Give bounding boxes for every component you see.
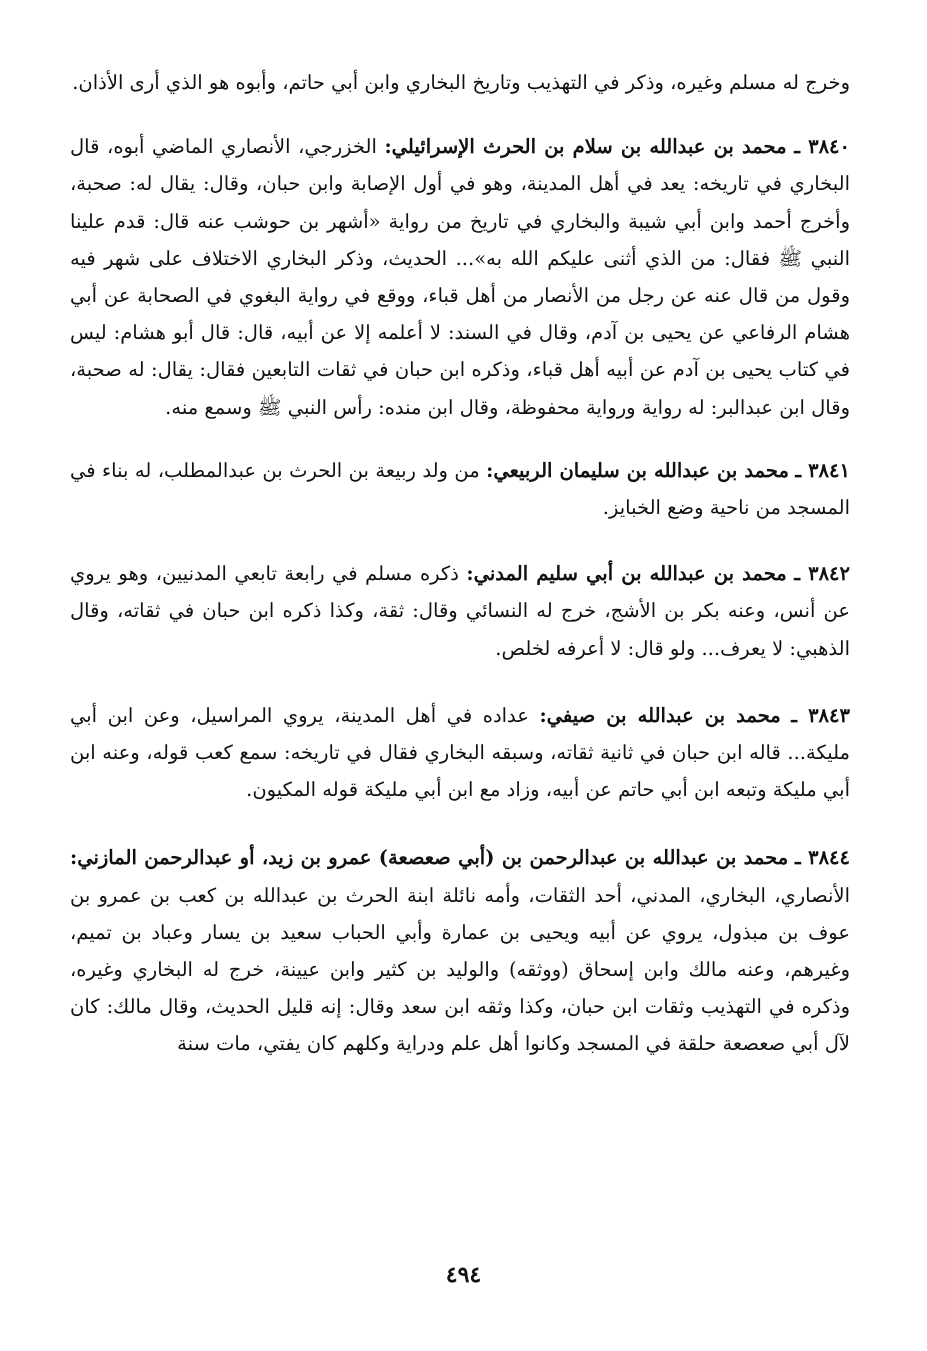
biography-entry-3841 [70,452,850,526]
entry-text: من ولد ربيعة بن الحرث بن عبدالمطلب، له بناء في المسجد من ناحية وضع الخبايز. [70,458,850,520]
biography-entry-3840 [70,128,850,426]
entry-name: محمد بن عبدالله بن سليمان الربيعي: [486,458,789,482]
entry-name: محمد بن عبدالله بن أبي سليم المدني: [466,562,787,586]
biography-entry-3842 [70,555,850,667]
entry-text: الأنصاري، البخاري، المدني، أحد الثقات، وأمه نائلة ابنة الحرث بن عبدالله بن كعب بن عمرو بن عوف بن مبذول، يروي عن أبيه ويحيى بن عمارة وأبي الحباب سعيد بن يسار وعباد بن تميم، وغيرهم، وعنه مالك وابن إسحاق (ووثقه) والوليد بن كثير وابن عيينة، خرج له البخاري وغيره، وذكره في التهذيب وثقات ابن حبان، وكذا وثقه ابن سعد وقال: إنه قليل الحديث، وقال مالك: كان لآل أبي صعصعة حلقة في المسجد وكانوا أهل علم ودراية وكلهم كان يفتي، مات سنة [70,883,850,1056]
entry-number: ٣٨٤٣ ـ [791,703,850,727]
entry-number: ٣٨٤٤ ـ [794,846,850,870]
entry-text: الخزرجي، الأنصاري الماضي أبوه، قال البخاري في تاريخه: يعد في أهل المدينة، وهو في أول الإصابة وابن حبان، وقال: يقال له: صحبة، وأخرج أحمد وابن أبي شيبة والبخاري في تاريخ من رواية «أشهر بن حوشب عنه قال: قدم علينا النبي ﷺ فقال: من الذي أثنى عليكم الله به»... الحديث، وذكر البخاري الاختلاف على شهر فيه وقول من قال عنه عن رجل من الأنصار من أهل قباء، ووقع في رواية البغوي في الصحابة عن أبي هشام الرفاعي عن يحيى بن آدم، وقال في السند: لا أعلمه إلا عن أبيه، قال: قال أبو هشام: ليس في كتاب يحيى بن آدم عن أبيه أهل قباء، وذكره ابن حبان في ثقات التابعين فقال: يقال: له صحبة، وقال ابن عبدالبر: له رواية ورواية محفوظة، وقال ابن منده: رأس النبي ﷺ وسمع منه. [70,135,850,419]
entry-text: عداده في أهل المدينة، يروي المراسيل، وعن ابن أبي مليكة... قاله ابن حبان في ثانية ثقاته، وسبقه البخاري فقال في تاريخه: سمع كعب قوله، وعنه ابن أبي مليكة وتبعه ابن أبي حاتم عن أبيه، وزاد مع ابن أبي مليكة قوله المكيون. [70,703,850,802]
page-body [70,64,850,1063]
page-number: ٤٩٤ [445,1262,482,1288]
entry-text: ذكره مسلم في رابعة تابعي المدنيين، وهو يروي عن أنس، وعنه بكر بن الأشج، خرج له النسائي وقال: ثقة، وكذا ذكره ابن حبان في ثقاته، وقال الذهبي: لا يعرف... ولو قال: لا أعرفه لخلص. [70,562,850,660]
entry-number: ٣٨٤٠ ـ [794,135,850,159]
entry-number: ٣٨٤١ ـ [795,458,850,482]
biography-entry-3844 [70,839,850,1062]
entry-name: محمد بن عبدالله بن سلام بن الحرث الإسرائيلي: [384,135,787,159]
entry-name: محمد بن عبدالله بن عبدالرحمن بن (أبي صعصعة) عمرو بن زيد، أو عبدالرحمن المازني: [70,846,789,870]
biography-entry-3843 [70,697,850,809]
intro-paragraph: وخرج له مسلم وغيره، وذكر في التهذيب وتاريخ البخاري وابن أبي حاتم، وأبوه هو الذي أرى الأذان. [72,71,850,94]
entry-number: ٣٨٤٢ ـ [794,562,850,586]
entry-name: محمد بن عبدالله بن صيفي: [539,703,781,727]
